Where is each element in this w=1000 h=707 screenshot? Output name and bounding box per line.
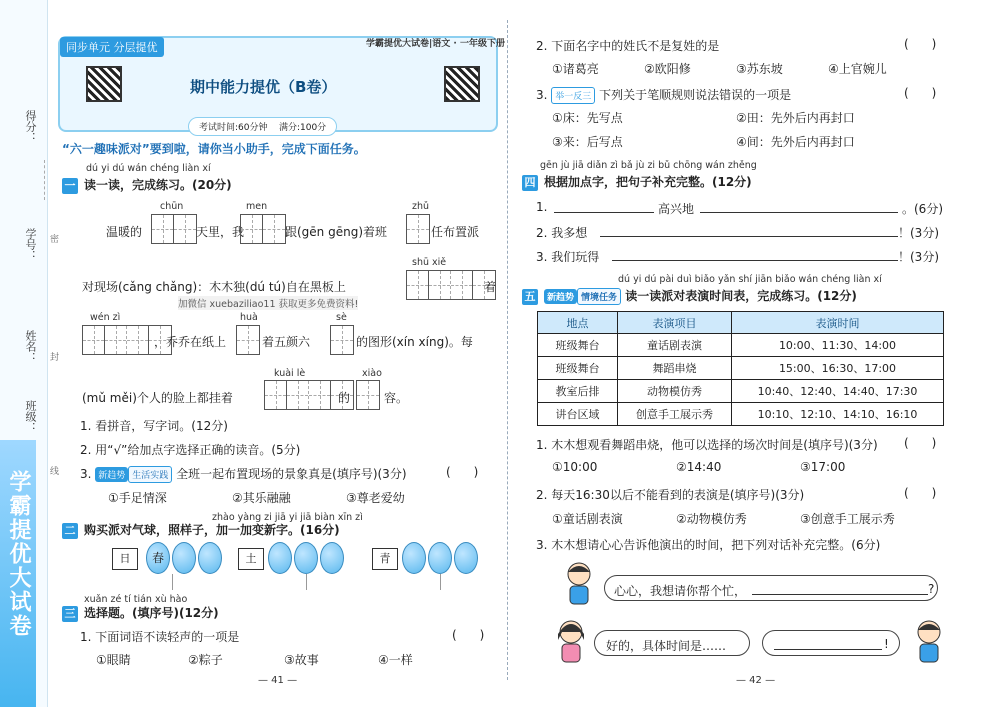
balloon-base-ri: 日 [112,548,138,570]
sec2-heading [62,521,340,539]
sec4-num: 四 [522,175,538,191]
balloon-base-tu: 土 [238,548,264,570]
table-header-cell: 地点 [538,312,618,334]
sec3-q3-opt3: ③来：后写点 [552,135,623,149]
sec4-heading [522,173,752,191]
balloon-example-chun: 春 [146,542,170,574]
line1-d: 任布置派 [431,225,480,239]
sec3-q2-opt3: ③苏东坡 [736,62,783,76]
sec3-num: 三 [62,606,78,622]
sec5-q2-opt2: ②动物模仿秀 [676,512,747,526]
sec4-s1-blank1[interactable] [554,212,654,213]
balloon-blank[interactable] [268,542,292,574]
sec3-q3-text: 下列关于笔顺规则说法错误的一项是 [599,88,792,102]
boy-illustration-icon [562,560,596,608]
line2-a: 对现场(cǎng chǎng)：木木独(dú tú)自在黑板上 [82,280,346,294]
py-shu-xie: shū xiě [412,257,447,268]
sec1-q3-text: 全班一起布置现场的景象真是(填序号)(3分) [176,467,407,481]
table-header-row [538,312,944,334]
answer-grid-shuxie[interactable] [406,270,496,300]
sec3-q1: 1. 下面词语不读轻声的一项是 [80,630,240,644]
sec3-q1-opt4: ④一样 [378,653,413,667]
balloon-blank[interactable] [320,542,344,574]
table-cell: 班级舞台 [538,334,618,357]
sec5-q2-answer[interactable]: ( ) [904,486,937,500]
table-cell: 创意手工展示秀 [618,403,732,426]
scenario-badge: 情境任务 [577,288,621,305]
balloon-string [440,574,441,590]
schedule-table [537,311,944,426]
balloon-blank[interactable] [428,542,452,574]
sec1-q3-opt2: ②其乐融融 [232,491,291,505]
sec5-q2-opt3: ③创意手工展示秀 [800,512,895,526]
sec2-pinyin: zhào yàng zi jiā yi jiā biàn xīn zì [212,512,363,523]
sec5-q2: 2. 每天16:30以后不能看到的表演是(填序号)(3分) [536,488,805,502]
line4-a: (mǔ měi)个人的脸上都挂着 [82,391,233,405]
balloon-blank[interactable] [454,542,478,574]
table-row [538,357,944,380]
sec1-q3-answer[interactable]: ( ) [446,465,479,479]
sec5-q1-opt3: ③17:00 [800,460,846,474]
table-cell: 讲台区域 [538,403,618,426]
bubble3-blank[interactable] [774,649,882,650]
sec2-title: 购买派对气球，照样子，加一加变新字。(16分) [84,523,340,537]
sec4-s2-end: ！(3分) [898,226,939,240]
sec3-q1-opt1: ①眼睛 [96,653,131,667]
sec3-q1-opt3: ③故事 [284,653,319,667]
line4-c: 容。 [384,391,409,405]
sec1-q3-opt1: ①手足情深 [108,491,167,505]
sec5-q1-opt2: ②14:40 [676,460,722,474]
line1-b: 天里，我 [196,225,245,239]
sec3-q2-opt2: ②欧阳修 [644,62,691,76]
sec4-title: 根据加点字，把句子补充完整。(12分) [544,175,752,189]
balloon-blank[interactable] [198,542,222,574]
sec3-title: 选择题。(填序号)(12分) [84,606,219,620]
answer-grid-hua[interactable] [236,325,260,355]
name-label: 姓名： [24,330,37,363]
sec1-num: 一 [62,178,78,194]
balloon-blank[interactable] [402,542,426,574]
sec5-heading [522,287,857,305]
table-cell: 10:00、11:30、14:00 [732,334,944,357]
sec1-title: 读一读，完成练习。(20分) [84,178,232,192]
sec4-s2-blank[interactable] [600,236,898,237]
sec3-q2-opt4: ④上官婉儿 [828,62,887,76]
class-label: 班级： [24,400,37,433]
bind-word-feng: 封 [50,353,60,363]
exam-score: 满分:100分 [278,123,327,133]
sec4-s1-num: 1. [536,200,548,214]
line3-c: 的图形(xín xíng)。每 [356,335,473,349]
py-zhu: zhǔ [412,201,430,212]
exam-time: 考试时间:60分钟 [199,123,268,133]
line2-b: 着 [484,280,497,294]
sec3-q3 [536,86,791,104]
intro-text: “六一趣味派对”要到啦，请你当小助手，完成下面任务。 [62,142,366,156]
bubble1-blank[interactable] [752,594,928,595]
line3-b: 着五颜六 [262,335,311,349]
sec3-q3-opt4: ④间：先外后内再封口 [736,135,855,149]
bubble3-end: ! [884,637,889,651]
table-row [538,380,944,403]
answer-grid-xiao[interactable] [356,380,380,410]
page-divider [507,20,508,680]
watermark: 加微信 xuebaziliao11 获取更多免费资料! [178,296,358,310]
sec4-s3-blank[interactable] [612,260,898,261]
exam-info [188,117,337,136]
speech-bubble-3 [762,630,900,656]
py-hua: huà [240,312,258,323]
sec1-heading [62,176,232,194]
sec4-s3-end: ！(3分) [898,250,939,264]
series-label: 学霸提优大试卷|语文 · 一年级下册 [366,39,505,49]
score-label: 得分： [24,110,37,143]
table-row [538,334,944,357]
sec3-q2-answer[interactable]: ( ) [904,37,937,51]
sec3-q1-answer[interactable]: ( ) [452,628,485,642]
bubble1-end: ? [928,582,935,596]
sec3-q3-opt2: ②田：先外后内再封口 [736,111,855,125]
sync-tag: 同步单元 分层提优 [60,37,164,57]
balloon-base-qing: 青 [372,548,398,570]
bind-word-mi: 密 [50,235,60,245]
page-number-right: — 42 — [736,675,776,686]
table-cell: 教室后排 [538,380,618,403]
sec5-q1-answer[interactable]: ( ) [904,436,937,450]
sec3-pinyin: xuǎn zé tí tián xù hào [84,594,188,605]
sec1-q3 [80,465,407,483]
sec4-s3-start: 3. 我们玩得 [536,250,600,264]
trend-badge: 新趋势 [95,467,128,482]
balloon-blank[interactable] [172,542,196,574]
py-men: men [246,201,268,212]
exam-title: 期中能力提优（B卷） [190,78,337,96]
line3-a: ，乔乔在纸上 [154,335,227,349]
boy-illustration-icon [912,618,946,666]
sec4-s1-end: 。(6分) [902,202,943,216]
sec4-s1-word: 高兴地 [658,202,695,216]
sec5-q3: 3. 木木想请心心告诉他演出的时间，把下列对话补充完整。(6分) [536,538,881,552]
bind-word-xian: 线 [50,467,60,477]
py-chun: chūn [160,201,184,212]
tag-extension: 举一反三 [551,87,595,104]
balloon-string [172,574,173,590]
line4-b: 的 [338,391,351,405]
sec3-q2-opt1: ①诸葛亮 [552,62,599,76]
table-header-cell: 表演时间 [732,312,944,334]
table-cell: 童话剧表演 [618,334,732,357]
sec3-q1-opt2: ②粽子 [188,653,223,667]
table-row [538,403,944,426]
girl-illustration-icon [554,618,588,666]
sec3-q2: 2. 下面名字中的姓氏不是复姓的是 [536,39,720,53]
sec5-q2-opt1: ①童话剧表演 [552,512,623,526]
table-cell: 班级舞台 [538,357,618,380]
py-wen-zi: wén zì [90,312,121,323]
sec4-s1-blank2[interactable] [700,212,898,213]
sec1-q1: 1. 看拼音，写字词。(12分) [80,419,228,433]
page-number-left: — 41 — [258,675,298,686]
py-se: sè [336,312,347,323]
brand-logo: 学霸提优大试卷 [6,470,31,638]
table-cell: 动物模仿秀 [618,380,732,403]
sec1-q3-opt3: ③尊老爱幼 [346,491,405,505]
trend-badge: 新趋势 [544,289,577,304]
py-xiao: xiào [362,368,382,379]
sec4-s2-start: 2. 我多想 [536,226,588,240]
table-cell: 舞蹈串烧 [618,357,732,380]
table-cell: 15:00、16:30、17:00 [732,357,944,380]
sec3-heading [62,604,219,622]
sec4-pinyin: gēn jù jiā diǎn zì bǎ jù zi bǔ chōng wán zhěng [540,160,757,171]
sec5-title: 读一读派对表演时间表，完成练习。(12分) [625,289,857,303]
line1-c: 跟(gēn gēng)着班 [285,225,388,239]
answer-grid-se[interactable] [330,325,354,355]
sec5-num: 五 [522,289,538,305]
qr-code-icon [86,66,122,102]
balloon-blank[interactable] [294,542,318,574]
sec2-num: 二 [62,523,78,539]
table-cell: 10:40、12:40、14:40、17:30 [732,380,944,403]
qr-code-icon [444,66,480,102]
sec5-pinyin: dú yi dú pài duì biǎo yǎn shí jiān biǎo wán chéng liàn xí [618,274,882,285]
sec1-q2: 2. 用“√”给加点字选择正确的读音。(5分) [80,443,301,457]
answer-grid-men[interactable] [240,214,286,244]
sec3-q3-opt1: ①床：先写点 [552,111,623,125]
life-practice-badge: 生活实践 [128,466,172,483]
sec3-q3-num: 3. [536,88,548,102]
balloon-string [306,574,307,590]
answer-grid-zhu[interactable] [406,214,430,244]
py-kuai-le: kuài lè [274,368,306,379]
table-header-cell: 表演项目 [618,312,732,334]
sec5-q1-opt1: ①10:00 [552,460,598,474]
bubble1-text: 心心，我想请你帮个忙， [614,584,747,598]
sec5-q1: 1. 木木想观看舞蹈串烧，他可以选择的场次时间是(填序号)(3分) [536,438,878,452]
score-line [44,160,45,200]
line1-a: 温暖的 [106,225,143,239]
table-cell: 10:10、12:10、14:10、16:10 [732,403,944,426]
sec1-q3-num: 3. [80,467,92,481]
id-label: 学号： [24,228,37,261]
sec3-q3-answer[interactable]: ( ) [904,86,937,100]
answer-grid-chun[interactable] [151,214,197,244]
sec1-pinyin: dú yi dú wán chéng liàn xí [86,163,211,174]
bubble2-text: 好的，具体时间是…… [606,639,727,653]
